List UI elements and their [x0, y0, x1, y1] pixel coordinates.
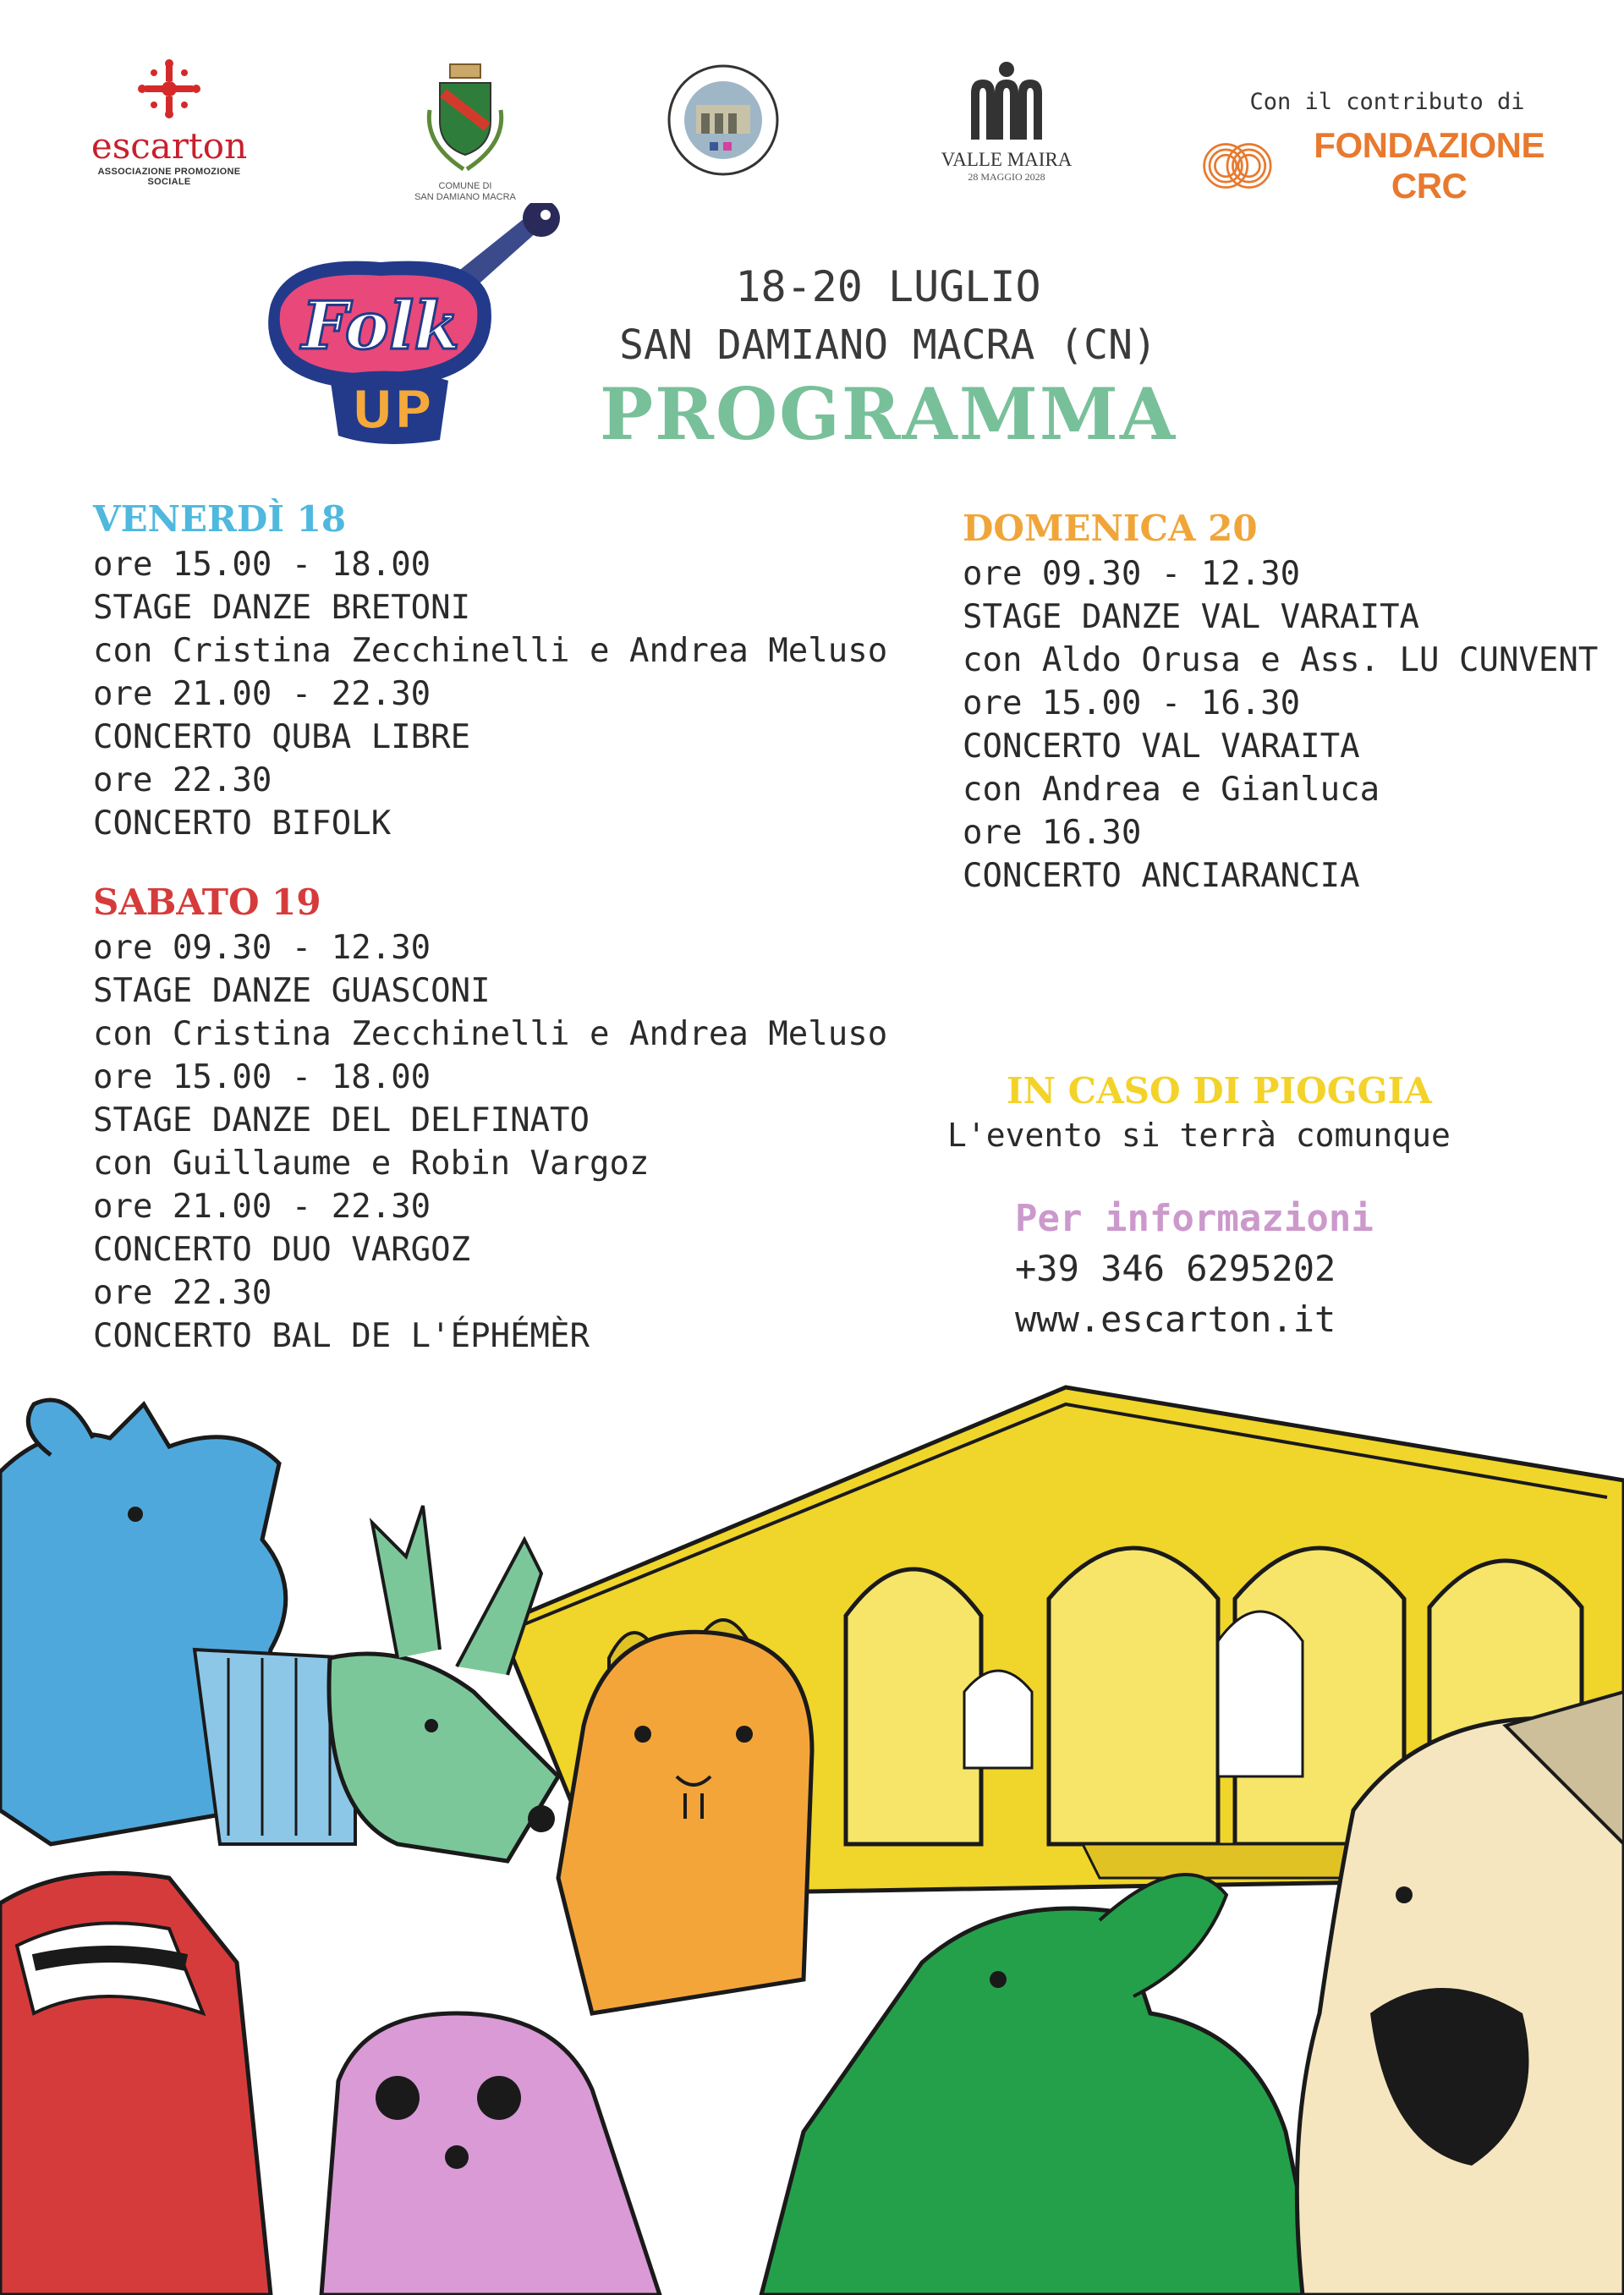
- event-place: SAN DAMIANO MACRA (CN): [619, 321, 1157, 369]
- saturday-line: con Cristina Zecchinelli e Andrea Meluso: [93, 1015, 888, 1053]
- sunday-line: STAGE DANZE VAL VARAITA: [963, 598, 1420, 636]
- saturday-line: ore 22.30: [93, 1274, 272, 1312]
- sunday-line: ore 16.30: [963, 814, 1142, 852]
- valle-maira-m-icon: [964, 59, 1049, 144]
- friday-line: STAGE DANZE BRETONI: [93, 589, 471, 627]
- info-phone[interactable]: +39 346 6295202: [1015, 1248, 1336, 1289]
- friday-line: CONCERTO BIFOLK: [93, 804, 392, 843]
- saturday-line: ore 15.00 - 18.00: [93, 1058, 431, 1096]
- saturday-heading: SABATO 19: [93, 881, 321, 923]
- folk-up-logo: [254, 203, 584, 448]
- animals-illustration: [0, 1370, 1624, 2295]
- sunday-line: ore 09.30 - 12.30: [963, 555, 1301, 593]
- escarton-subtitle: ASSOCIAZIONE PROMOZIONE SOCIALE: [97, 167, 241, 187]
- program-right-column: [963, 505, 1598, 898]
- saturday-line: ore 21.00 - 22.30: [93, 1188, 431, 1226]
- crc-brand-name: FONDAZIONE CRC: [1314, 125, 1544, 206]
- valle-maira-date: 28 MAGGIO 2028: [968, 171, 1045, 183]
- comune-line1: COMUNE DI: [438, 181, 492, 191]
- friday-line: ore 15.00 - 18.00: [93, 546, 431, 584]
- sunday-line: ore 15.00 - 16.30: [963, 684, 1301, 722]
- sunday-line: CONCERTO ANCIARANCIA: [963, 857, 1360, 895]
- valle-maira-logo: [930, 59, 1083, 184]
- friday-line: con Cristina Zecchinelli e Andrea Meluso: [93, 632, 888, 670]
- escarton-logo: [85, 59, 254, 187]
- saturday-line: STAGE DANZE GUASCONI: [93, 972, 491, 1010]
- saturday-line: con Guillaume e Robin Vargoz: [93, 1145, 650, 1183]
- comune-line2: SAN DAMIANO MACRA: [414, 192, 516, 202]
- saturday-line: ore 09.30 - 12.30: [93, 929, 431, 967]
- red-badger: [0, 1873, 271, 2295]
- escarton-wordmark: escarton: [91, 125, 248, 167]
- crc-rings-icon: [1201, 139, 1278, 193]
- contribution-label: Con il contributo di: [1249, 89, 1525, 115]
- friday-heading: VENERDÌ 18: [93, 498, 347, 540]
- program-left-column: [93, 496, 887, 1358]
- programma-heading: PROGRAMMA: [599, 372, 1177, 456]
- orange-marmot: [558, 1632, 812, 2013]
- rain-notice-title: IN CASO DI PIOGGIA: [1007, 1070, 1432, 1112]
- pink-mouse: [321, 2013, 660, 2295]
- sunday-line: con Aldo Orusa e Ass. LU CUNVENT: [963, 641, 1599, 679]
- saturday-line: STAGE DANZE DEL DELFINATO: [93, 1101, 590, 1139]
- green-hare: [761, 1875, 1320, 2295]
- info-title: Per informazioni: [1015, 1197, 1374, 1240]
- info-website-link[interactable]: www.escarton.it: [1015, 1298, 1336, 1340]
- fondazione-crc-logo: [1201, 89, 1573, 206]
- rain-notice-text: L'evento si terrà comunque: [947, 1117, 1451, 1154]
- sunday-line: con Andrea e Gianluca: [963, 771, 1380, 809]
- sunday-line: CONCERTO VAL VARAITA: [963, 727, 1360, 766]
- friday-line: ore 22.30: [93, 761, 272, 799]
- association-badge-logo: [660, 61, 787, 183]
- saturday-line: CONCERTO DUO VARGOZ: [93, 1231, 471, 1269]
- association-badge-icon: [664, 61, 782, 179]
- blue-goat: [0, 1400, 355, 1844]
- folk-logo-text: Folk: [301, 288, 460, 365]
- coat-of-arms-icon: [414, 59, 516, 178]
- comune-logo: [398, 59, 533, 203]
- friday-line: CONCERTO QUBA LIBRE: [93, 718, 471, 756]
- event-dates: 18-20 LUGLIO: [735, 262, 1041, 311]
- sunday-heading: DOMENICA 20: [963, 508, 1258, 549]
- escarton-cross-icon: [135, 59, 203, 118]
- up-logo-text: UP: [351, 379, 432, 441]
- valle-maira-name: VALLE MAIRA: [941, 149, 1073, 170]
- friday-line: ore 21.00 - 22.30: [93, 675, 431, 713]
- saturday-line: CONCERTO BAL DE L'ÉPHÉMÈR: [93, 1317, 590, 1355]
